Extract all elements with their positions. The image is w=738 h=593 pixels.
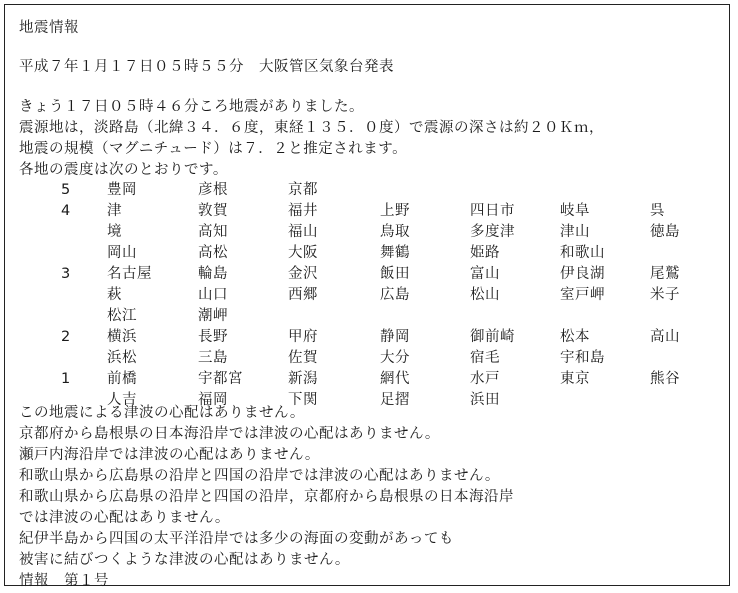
- tsunami-line: 和歌山県から広島県の沿岸と四国の沿岸では津波の心配はありません。: [19, 468, 500, 484]
- intensity-row: [5, 264, 731, 284]
- city-name: 網代: [380, 371, 410, 387]
- bulletin-footer: 情報 第１号: [19, 573, 109, 589]
- tsunami-line: 和歌山県から広島県の沿岸と四国の沿岸，京都府から島根県の日本海沿岸: [19, 489, 514, 505]
- city-name: 前橋: [107, 371, 137, 387]
- city-name: 岡山: [107, 245, 137, 261]
- intensity-row: [5, 243, 731, 263]
- city-name: 浜田: [470, 392, 500, 408]
- city-name: 室戸岬: [560, 287, 605, 303]
- city-name: 福山: [288, 224, 318, 240]
- city-name: 津: [107, 203, 122, 219]
- city-name: 西郷: [288, 287, 318, 303]
- city-name: 新潟: [288, 371, 318, 387]
- city-name: 高山: [650, 329, 680, 345]
- city-name: 輪島: [198, 266, 228, 282]
- city-name: 浜松: [107, 350, 137, 366]
- city-name: 広島: [380, 287, 410, 303]
- city-name: 舞鶴: [380, 245, 410, 261]
- city-name: 徳島: [650, 224, 680, 240]
- city-name: 甲府: [288, 329, 318, 345]
- city-name: 潮岬: [198, 308, 228, 324]
- intensity-level: 1: [61, 371, 71, 387]
- city-name: 福岡: [198, 392, 228, 408]
- city-name: 飯田: [380, 266, 410, 282]
- tsunami-line: 被害に結びつくような津波の心配はありません。: [19, 552, 350, 568]
- bulletin-title: 地震情報: [19, 20, 79, 36]
- city-name: 呉: [650, 203, 665, 219]
- intro-line: きょう１７日０５時４６分ころ地震がありました。: [19, 99, 364, 115]
- city-name: 尾鷲: [650, 266, 680, 282]
- city-name: 多度津: [470, 224, 515, 240]
- city-name: 四日市: [470, 203, 515, 219]
- city-name: 福井: [288, 203, 318, 219]
- city-name: 姫路: [470, 245, 500, 261]
- city-name: 大阪: [288, 245, 318, 261]
- city-name: 津山: [560, 224, 590, 240]
- city-name: 松江: [107, 308, 137, 324]
- intensity-row: [5, 222, 731, 242]
- intensity-row: [5, 369, 731, 389]
- intensity-row: [5, 327, 731, 347]
- city-name: 敦賀: [198, 203, 228, 219]
- city-name: 境: [107, 224, 122, 240]
- intensity-row: [5, 348, 731, 368]
- tsunami-line: 瀬戸内海沿岸では津波の心配はありません。: [19, 447, 320, 463]
- city-name: 宇和島: [560, 350, 605, 366]
- city-name: 豊岡: [107, 182, 137, 198]
- city-name: 宇都宮: [198, 371, 243, 387]
- city-name: 松山: [470, 287, 500, 303]
- city-name: 高松: [198, 245, 228, 261]
- city-name: 御前崎: [470, 329, 515, 345]
- city-name: 熊谷: [650, 371, 680, 387]
- city-name: 京都: [288, 182, 318, 198]
- intensity-row: [5, 201, 731, 221]
- city-name: 米子: [650, 287, 680, 303]
- intensity-level: 4: [61, 203, 71, 219]
- city-name: 伊良湖: [560, 266, 605, 282]
- intensity-level: 3: [61, 266, 71, 282]
- tsunami-line: 京都府から島根県の日本海沿岸では津波の心配はありません。: [19, 426, 440, 442]
- tsunami-line: では津波の心配はありません。: [19, 510, 230, 526]
- city-name: 三島: [198, 350, 228, 366]
- intensity-level: 2: [61, 329, 71, 345]
- intensity-row: [5, 180, 731, 200]
- city-name: 足摺: [380, 392, 410, 408]
- intro-line: 震源地は，淡路島（北緯３４．６度，東経１３５．０度）で震源の深さは約２０Ｋｍ，: [19, 120, 604, 136]
- city-name: 高知: [198, 224, 228, 240]
- city-name: 宿毛: [470, 350, 500, 366]
- intro-line: 地震の規模（マグニチュード）は７．２と推定されます。: [19, 141, 408, 157]
- intensity-level: 5: [61, 182, 71, 198]
- city-name: 下関: [288, 392, 318, 408]
- city-name: 松本: [560, 329, 590, 345]
- city-name: 人吉: [107, 392, 137, 408]
- city-name: 佐賀: [288, 350, 318, 366]
- city-name: 水戸: [470, 371, 500, 387]
- tsunami-line: 紀伊半島から四国の太平洋沿岸では多少の海面の変動があっても: [19, 531, 454, 547]
- earthquake-bulletin: [4, 4, 730, 589]
- city-name: 大分: [380, 350, 410, 366]
- city-name: 名古屋: [107, 266, 152, 282]
- city-name: 東京: [560, 371, 590, 387]
- city-name: 鳥取: [380, 224, 410, 240]
- tsunami-line: この地震による津波の心配はありません。: [19, 405, 305, 421]
- city-name: 富山: [470, 266, 500, 282]
- city-name: 静岡: [380, 329, 410, 345]
- intensity-row: [5, 285, 731, 305]
- intro-line: 各地の震度は次のとおりです。: [19, 162, 228, 178]
- city-name: 彦根: [198, 182, 228, 198]
- city-name: 和歌山: [560, 245, 605, 261]
- city-name: 山口: [198, 287, 228, 303]
- city-name: 金沢: [288, 266, 318, 282]
- city-name: 上野: [380, 203, 410, 219]
- intensity-row: [5, 306, 731, 326]
- city-name: 岐阜: [560, 203, 590, 219]
- city-name: 横浜: [107, 329, 137, 345]
- issued-line: 平成７年１月１７日０５時５５分 大阪管区気象台発表: [19, 59, 394, 75]
- city-name: 萩: [107, 287, 122, 303]
- city-name: 長野: [198, 329, 228, 345]
